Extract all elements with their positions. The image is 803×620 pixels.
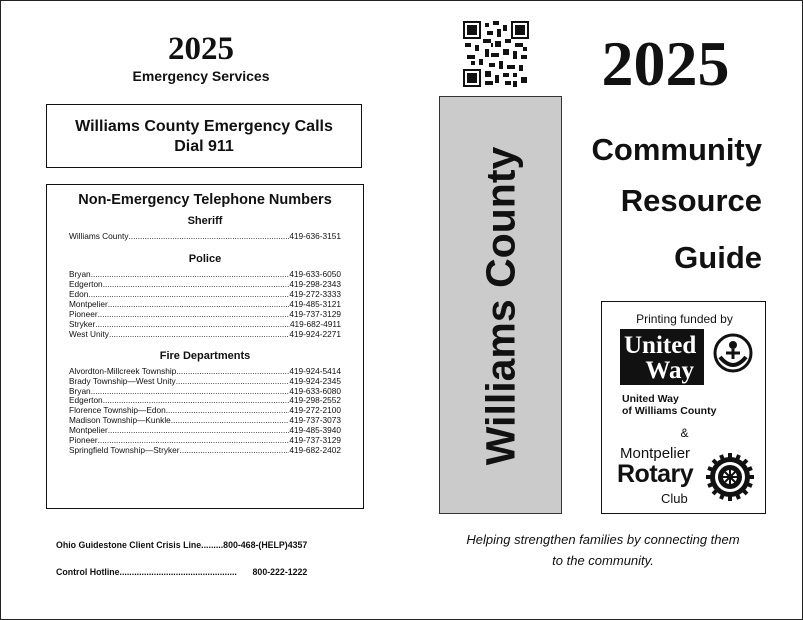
phone-row-number: 419-924-2271 (289, 328, 341, 339)
phone-row-number: 419-272-2100 (289, 405, 341, 416)
phone-row-number: 419-682-2402 (289, 445, 341, 456)
phone-row (69, 446, 341, 456)
qr-code-icon (463, 21, 529, 87)
phone-row-name: Montpelier (69, 425, 108, 436)
title-community: Community (591, 132, 762, 167)
phone-row-number: 419-298-2343 (289, 278, 341, 289)
phone-row-name: Madison Township—Kunkle (69, 415, 171, 426)
phone-row-name: Brady Township—West Unity (69, 375, 176, 386)
phone-row-number: 419-633-6050 (289, 268, 341, 279)
tagline: Helping strengthen families by connecting them to the community. (466, 532, 740, 568)
title-guide: Guide (674, 240, 762, 275)
phone-row-number: 419-682-4911 (289, 318, 341, 329)
phone-row-name: Stryker (69, 318, 96, 329)
control-hotline-phone: 800-222-1222 (252, 567, 308, 577)
phone-row-number: 419-924-5414 (289, 365, 341, 376)
phone-row-number: 419-737-3073 (289, 415, 341, 426)
phone-row (69, 232, 341, 242)
emergency-year: 2025 (168, 31, 234, 67)
phone-row-name: Bryan (69, 385, 91, 396)
non-emergency-title: Non-Emergency Telephone Numbers (78, 192, 332, 208)
title-resource: Resource (620, 183, 762, 218)
police-heading: Police (188, 252, 222, 265)
phone-row-number: 419-636-3151 (289, 231, 341, 241)
rotary-club: Club (661, 491, 688, 506)
crisis-line-name: Ohio Guidestone Client Crisis Line (56, 540, 202, 550)
phone-row-name: Montpelier (69, 298, 108, 309)
phone-row-name: Alvordton-Millcreek Township (69, 365, 177, 376)
crisis-line-phone: 800-468-(HELP)4357 (223, 540, 308, 550)
phone-row-number: 419-298-2552 (289, 395, 341, 406)
printing-funded-label: Printing funded by (636, 312, 733, 326)
ampersand: & (680, 426, 689, 440)
phone-row-number: 419-737-3129 (289, 435, 341, 446)
crisis-line (56, 540, 307, 550)
phone-row-name: Florence Township—Edon (69, 405, 166, 416)
phone-row-name: Edon (69, 288, 89, 299)
sheriff-heading: Sheriff (187, 215, 223, 227)
non-emergency-numbers-box (46, 184, 364, 509)
fire-departments-heading: Fire Departments (159, 349, 251, 362)
phone-row-number: 419-272-3333 (289, 288, 341, 299)
sponsor-box (601, 301, 766, 514)
phone-row-name: Bryan (69, 268, 91, 279)
phone-row-number: 419-485-3940 (289, 425, 341, 436)
police-list (69, 270, 341, 340)
phone-row-number: 419-737-3129 (289, 308, 341, 319)
fire-list (69, 367, 341, 457)
rotary-word: Rotary (617, 460, 694, 488)
rotary-wheel-icon (705, 452, 755, 502)
emergency-calls-line: Williams County Emergency Calls (75, 118, 333, 135)
phone-row-number: 419-633-6080 (289, 385, 341, 396)
phone-row-name: Pioneer (69, 435, 98, 446)
united-way-name: United Way of Williams County (622, 393, 717, 417)
phone-row-name: Edgerton (69, 278, 103, 289)
phone-row-name: West Unity (69, 328, 109, 339)
control-hotline-name: Control Hotline (56, 567, 120, 577)
rotary-montpelier: Montpelier (620, 445, 691, 462)
emergency-calls-box (46, 104, 362, 168)
dial-911-line: Dial 911 (174, 138, 234, 155)
phone-row-name: Williams County (69, 231, 129, 241)
phone-row-name: Edgerton (69, 395, 103, 406)
control-hotline (56, 567, 307, 577)
phone-row-number: 419-485-3121 (289, 298, 341, 309)
phone-row-name: Pioneer (69, 308, 98, 319)
phone-row-number: 419-924-2345 (289, 375, 341, 386)
emergency-services-subtitle: Emergency Services (132, 68, 270, 84)
united-way-logo (620, 329, 757, 385)
phone-row (69, 330, 341, 340)
united-way-wordmark: United Way (620, 329, 704, 385)
sheriff-list (69, 232, 341, 242)
guide-year: 2025 (601, 28, 730, 99)
united-way-hand-icon (712, 333, 754, 379)
county-band-label: Williams County (477, 146, 524, 466)
phone-row-name: Springfield Township—Stryker (69, 445, 180, 456)
